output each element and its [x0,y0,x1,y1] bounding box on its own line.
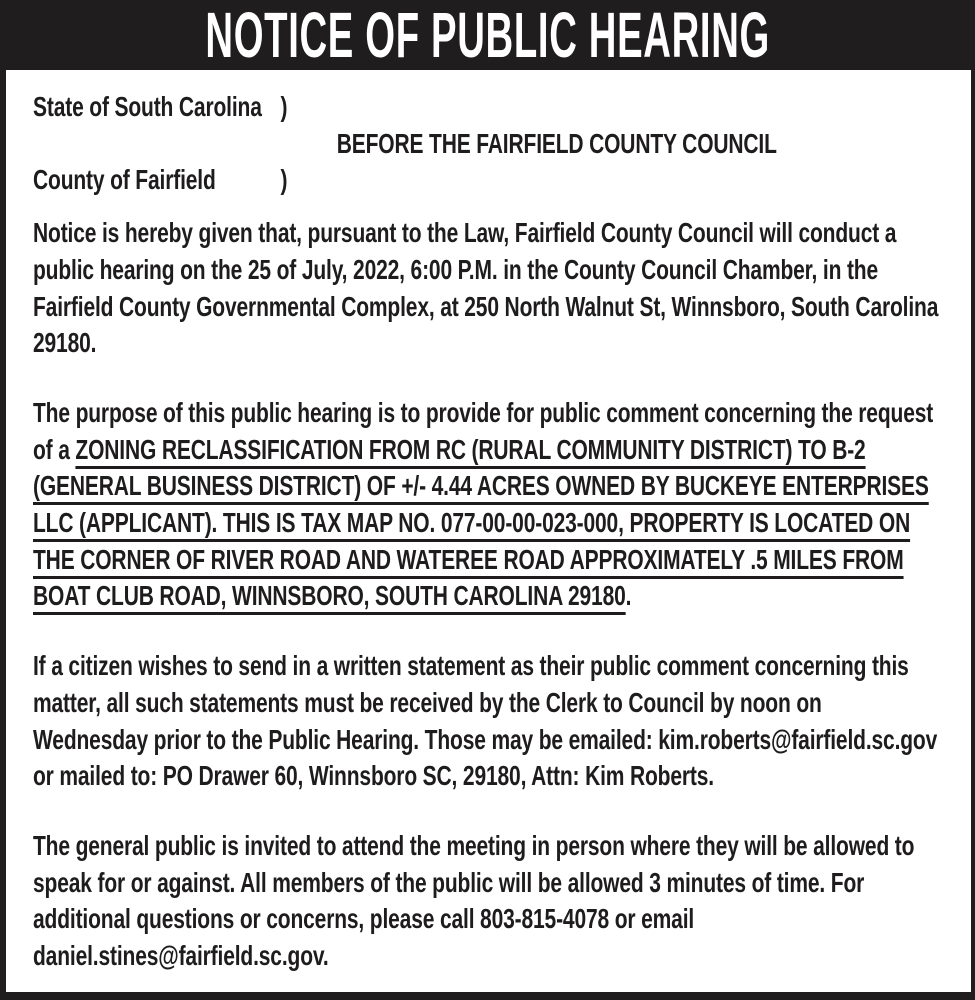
notice-paragraph [33,828,941,975]
paragraph-text: Notice is hereby given that, pursuant to the Law, Fairfield County Council will conduct a public hearing on the 25 of July, 2022, 6:00 P.M. in the County Council Chamber, in the Fairfield County Governmental Complex, at 250 North Walnut St, Winnsboro, South Carolina 29180. [33,217,939,359]
caption-court-line: BEFORE THE FAIRFIELD COUNTY COUNCIL [336,127,777,159]
underlined-zoning-text: ZONING RECLASSIFICATION FROM RC (RURAL COMMUNITY DISTRICT) TO B-2 (GENERAL BUSINESS DISTRICT) OF +/- 4.44 ACRES OWNED BY BUCKEYE ENTERPRISES LLC (APPLICANT). THIS IS TAX MAP NO. 077-00-00-023-000, PROPERTY IS LOCATED ON THE CORNER OF RIVER ROAD AND WATEREE ROAD APPROXIMATELY .5 MILES FROM BOAT CLUB ROAD, WINNSBORO, SOUTH CAROLINA 29180 [33,433,929,612]
notice-paragraph [33,648,941,795]
notice-paragraphs [33,215,941,975]
notice-content [33,89,941,975]
caption-paren-top: ) [280,91,288,122]
caption-state-row [33,89,941,126]
paragraph-text: The general public is invited to attend the meeting in person where they will be allowed to speak for or against. All members of the public will be allowed 3 minutes of time. For additional questions or concerns, please call 803-815-4078 or email daniel.stines@fairfield.sc.gov. [33,829,915,972]
caption-county-row [33,162,941,199]
notice-paragraph [33,215,941,362]
notice-paragraph [33,395,941,615]
caption-state-label: State of South Carolina [33,91,262,122]
caption-county-label: County of Fairfield [33,164,216,196]
paragraph-text: The purpose of this public hearing is to provide for public comment concerning the request of a [33,396,934,465]
notice-header-bar [0,0,975,70]
notice-title: NOTICE OF PUBLIC HEARING [205,0,770,70]
paragraph-text: If a citizen wishes to send in a written statement as their public comment concerning this matter, all such statements must be received by the Clerk to Council by noon on Wednesday prior to the Public Hearing. Those may be emailed: kim.roberts@fairfield.sc.gov or mailed to: PO Drawer 60, Winnsboro SC, 29180, Attn: Kim Roberts. [33,650,938,792]
caption-paren-bottom: ) [280,164,288,196]
paragraph-text: . [625,580,632,612]
case-caption [33,89,941,199]
notice-body-box [0,70,975,1000]
